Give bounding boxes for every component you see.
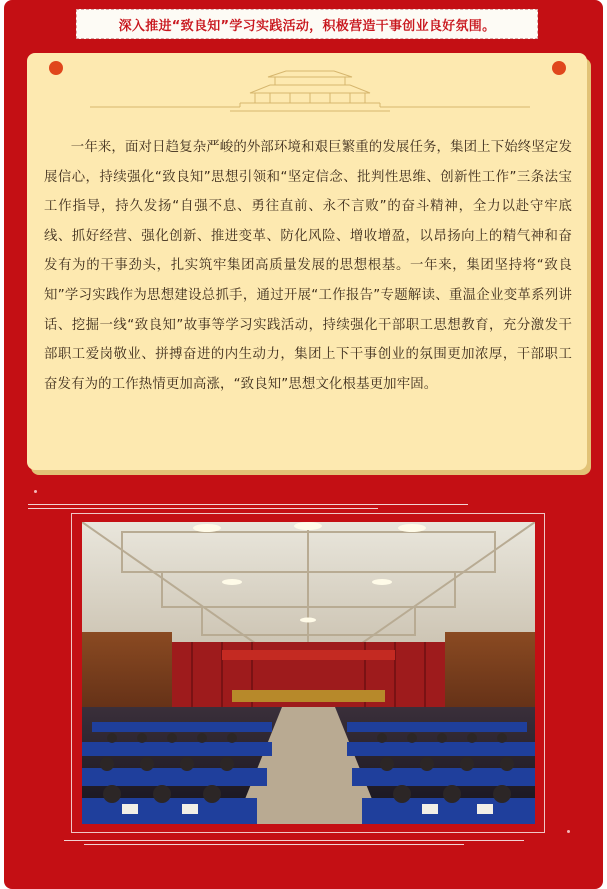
divider-line xyxy=(64,840,524,841)
text-card xyxy=(27,53,587,470)
headline-text: 深入推进“致良知”学习实践活动，积极营造干事创业良好氛围。 xyxy=(118,18,496,34)
decorative-dot-icon xyxy=(49,61,63,75)
decorative-dot-icon xyxy=(567,830,570,833)
headline-banner xyxy=(76,9,538,39)
meeting-hall-photo xyxy=(82,522,535,824)
decorative-dot-icon xyxy=(34,490,37,493)
divider-line xyxy=(28,508,378,509)
divider-line xyxy=(28,504,468,505)
divider-line xyxy=(84,844,464,845)
tiananmen-ornament-icon xyxy=(90,69,530,115)
body-paragraph: 一年来，面对日趋复杂严峻的外部环境和艰巨繁重的发展任务，集团上下始终坚定发展信心，持续强化“致良知”思想引领和“坚定信念、批判性思维、创新性工作”三条法宝工作指导，持久发扬“自强不息、勇往直前、永不言败”的奋斗精神，全力以赴守牢底线、抓好经营、强化创新、推进变革、防化风险、增收增盈，以昂扬向上的精气神和奋发有为的干事劲头，扎实筑牢集团高质量发展的思想根基。一年来，集团坚持将“致良知”学习实践作为思想建设总抓手，通过开展“工作报告”专题解读、重温企业变革系列讲话、挖掘一线“致良知”故事等学习实践活动，持续强化干部职工思想教育，充分激发干部职工爱岗敬业、拼搏奋进的内生动力，集团上下干事创业的氛围更加浓厚，干部职工奋发有为的工作热情更加高涨，“致良知”思想文化根基更加牢固。 xyxy=(44,140,572,392)
decorative-dot-icon xyxy=(552,61,566,75)
page xyxy=(4,0,603,889)
